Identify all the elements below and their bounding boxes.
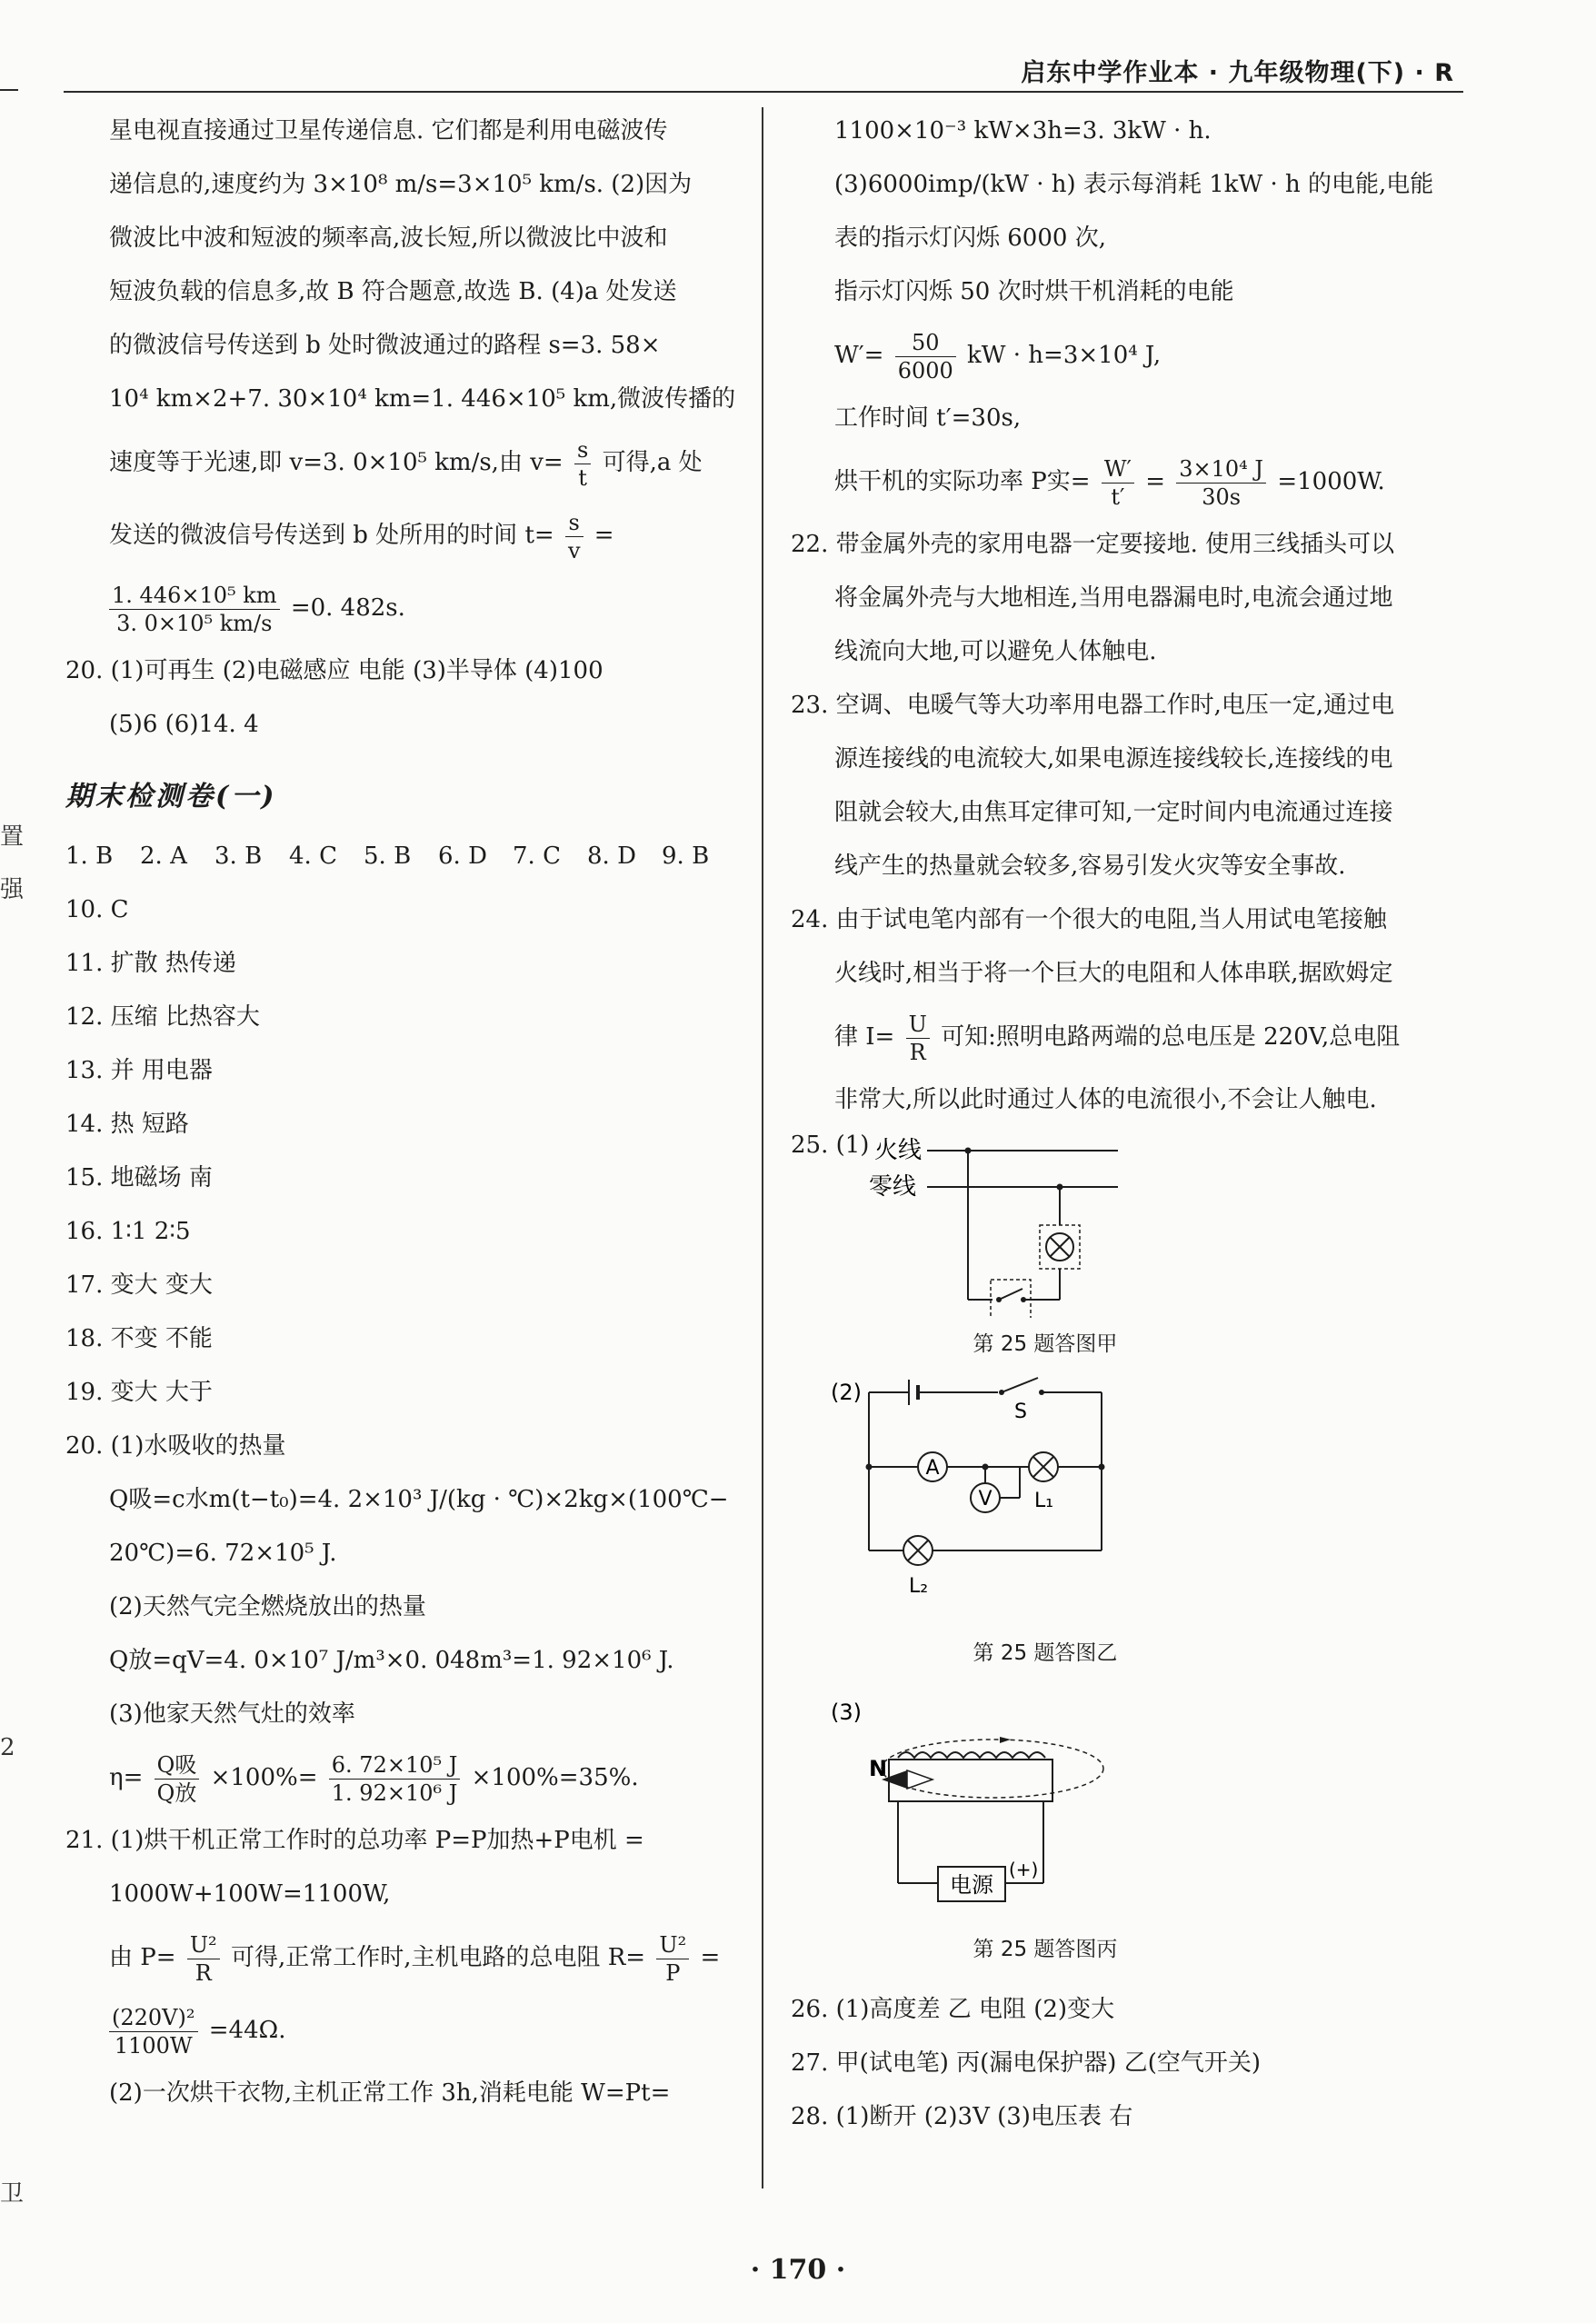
- column-divider: [762, 107, 763, 2188]
- answer-line: 16. 1∶1 2∶5: [65, 1218, 191, 1245]
- numerator: (220V)²: [109, 2004, 198, 2032]
- answer-line: 21. (1)烘干机正常工作时的总功率 P=P加热+P电机 =: [65, 1827, 644, 1854]
- mc-answer: 4. C: [289, 842, 337, 870]
- field-arrow-icon: [1000, 1737, 1011, 1743]
- text-fragment: 由 P=: [109, 1944, 176, 1971]
- numerator: 3×10⁴ J: [1176, 455, 1266, 484]
- formula-line: [65, 1994, 747, 2067]
- numerator: Q吸: [155, 1751, 200, 1780]
- answer-line: (2)天然气完全燃烧放出的热量: [109, 1593, 426, 1620]
- mc-answer: 10. C: [65, 896, 129, 923]
- numerator: 50: [895, 329, 956, 357]
- switch-label: S: [1014, 1401, 1027, 1423]
- text-line: 10⁴ km×2+7. 30×10⁴ km=1. 446×10⁵ km,微波传播的: [109, 385, 736, 413]
- numerator: W′: [1102, 455, 1134, 484]
- answer-line: 非常大,所以此时通过人体的电流很小,不会让人触电.: [834, 1086, 1377, 1113]
- denominator: R: [909, 1039, 926, 1065]
- margin-fragment: 2: [0, 1734, 15, 1761]
- figure-25-c: [791, 1692, 1468, 1983]
- text-fragment: =0. 482s.: [290, 594, 405, 622]
- answer-line: 20. (1)可再生 (2)电磁感应 电能 (3)半导体 (4)100: [65, 657, 603, 684]
- text-line: 指示灯闪烁 50 次时烘干机消耗的电能: [834, 278, 1234, 305]
- text-fragment: =1000W.: [1277, 468, 1385, 495]
- text-line: 表的指示灯闪烁 6000 次,: [834, 224, 1106, 252]
- answer-line: 17. 变大 变大: [65, 1271, 213, 1299]
- text-fragment: 速度等于光速,即 v=3. 0×10⁵ km/s,由 v=: [109, 449, 564, 476]
- denominator: v: [567, 537, 581, 563]
- power-source-label: 电源: [950, 1872, 993, 1898]
- header-rule: [0, 89, 18, 91]
- answer-line: 线产生的热量就会较多,容易引发火灾等安全事故.: [834, 852, 1346, 880]
- text-fragment: 烘干机的实际功率 P实=: [834, 468, 1091, 495]
- answer-line: 源连接线的电流较大,如果电源连接线较长,连接线的电: [834, 745, 1393, 773]
- live-wire-label: 火线: [874, 1137, 923, 1164]
- denominator: 3. 0×10⁵ km/s: [116, 610, 273, 636]
- mc-answer: 5. B: [364, 842, 412, 870]
- mc-answers: [65, 830, 747, 883]
- fraction: [109, 2004, 198, 2059]
- fraction: [656, 1931, 689, 1987]
- formula-line: 1000W+100W=1100W,: [109, 1880, 391, 1908]
- numerator: U²: [187, 1931, 220, 1959]
- figure-caption: 第 25 题答图甲: [973, 1332, 1118, 1356]
- text-line: 的微波信号传送到 b 处时微波通过的路程 s=3. 58×: [109, 332, 661, 359]
- north-pole-label: N: [869, 1756, 888, 1781]
- positive-terminal-label: (+): [1009, 1859, 1039, 1880]
- denominator: t: [578, 464, 587, 491]
- mc-answer: 6. D: [438, 842, 487, 870]
- household-circuit-diagram: [791, 1127, 1468, 1318]
- answer-line: 将金属外壳与大地相连,当用电器漏电时,电流会通过地: [834, 584, 1393, 612]
- answer-line: (2)一次烘干衣物,主机正常工作 3h,消耗电能 W=Pt=: [109, 2079, 671, 2107]
- denominator: 1100W: [114, 2032, 193, 2059]
- answer-line: 27. 甲(试电笔) 丙(漏电保护器) 乙(空气开关): [791, 2049, 1262, 2077]
- junction-dot: [1099, 1464, 1105, 1471]
- text-line: 微波比中波和短波的频率高,波长短,所以微波比中波和: [109, 224, 668, 252]
- margin-fragment: 强: [0, 876, 25, 903]
- denominator: 6000: [897, 357, 953, 384]
- denominator: 30s: [1202, 484, 1242, 510]
- fraction: [1176, 455, 1266, 511]
- figure-caption: 第 25 题答图丙: [973, 1938, 1118, 1961]
- formula-line: Q吸=c水m(t−t₀)=4. 2×10³ J/(kg · ℃)×2kg×(100℃−: [109, 1486, 729, 1513]
- formula-line: [65, 1921, 747, 1994]
- lamp-l2-label: L₂: [909, 1575, 929, 1598]
- text-fragment: ×100%=: [210, 1764, 318, 1791]
- series-parallel-circuit-diagram: [791, 1363, 1468, 1645]
- mc-answer: 7. C: [513, 842, 561, 870]
- answer-line: 线流向大地,可以避免人体触电.: [834, 638, 1157, 665]
- text-fragment: W′=: [834, 342, 884, 369]
- coil-icon: [898, 1752, 1045, 1758]
- answer-line: 20. (1)水吸收的热量: [65, 1432, 286, 1460]
- denominator: Q放: [156, 1780, 197, 1806]
- answer-line: 18. 不变 不能: [65, 1325, 213, 1352]
- answer-line: 11. 扩散 热传递: [65, 950, 236, 977]
- fraction: [574, 436, 591, 492]
- text-line: 星电视直接通过卫星传递信息. 它们都是利用电磁波传: [109, 117, 668, 145]
- text-line: 递信息的,速度约为 3×10⁸ m/s=3×10⁵ km/s. (2)因为: [109, 171, 693, 198]
- figure-25-b: [791, 1363, 1468, 1692]
- formula-line: 1100×10⁻³ kW×3h=3. 3kW · h.: [834, 117, 1212, 145]
- left-column: [65, 105, 747, 2120]
- text-fragment: 发送的微波信号传送到 b 处所用的时间 t=: [109, 522, 554, 549]
- denominator: t′: [1111, 484, 1125, 510]
- part-label: (2): [831, 1380, 862, 1405]
- margin-fragment: 卫: [0, 2180, 25, 2208]
- formula-line: Q放=qV=4. 0×10⁷ J/m³×0. 048m³=1. 92×10⁶ J.: [109, 1647, 674, 1674]
- text-fragment: kW · h=3×10⁴ J,: [967, 342, 1162, 369]
- text-fragment: =44Ω.: [208, 2017, 286, 2044]
- solenoid-diagram: [791, 1692, 1468, 1938]
- fraction: [109, 582, 280, 637]
- figure-caption: 第 25 题答图乙: [973, 1641, 1118, 1665]
- junction-dot: [866, 1464, 873, 1471]
- formula-line: 工作时间 t′=30s,: [834, 404, 1022, 432]
- mc-answer: 2. A: [140, 842, 187, 870]
- right-column: [791, 105, 1468, 2144]
- answer-line: 23. 空调、电暖气等大功率用电器工作时,电压一定,通过电: [791, 692, 1395, 719]
- answer-line: 13. 并 用电器: [65, 1057, 213, 1084]
- formula-line: 20℃)=6. 72×10⁵ J.: [109, 1540, 337, 1567]
- answer-line: 15. 地磁场 南: [65, 1164, 213, 1191]
- mc-answer: 1. B: [65, 842, 114, 870]
- text-line: 短波负载的信息多,故 B 符合题意,故选 B. (4)a 处发送: [109, 278, 677, 305]
- text-fragment: =: [1145, 468, 1165, 495]
- fraction: [329, 1751, 461, 1807]
- formula-line: [65, 426, 747, 499]
- mc-answer: 8. D: [587, 842, 636, 870]
- neutral-wire-label: 零线: [869, 1173, 917, 1201]
- header-title: 启东中学作业本 · 九年级物理(下) · R: [1021, 59, 1454, 87]
- denominator: 1. 92×10⁶ J: [331, 1780, 458, 1806]
- answer-line: 19. 变大 大于: [65, 1379, 213, 1406]
- fraction: [565, 509, 584, 564]
- numerator: 6. 72×10⁵ J: [329, 1751, 461, 1780]
- denominator: P: [665, 1959, 681, 1986]
- fraction: [187, 1931, 220, 1987]
- answer-line: 阻就会较大,由焦耳定律可知,一定时间内电流通过连接: [834, 799, 1393, 826]
- answer-line: (5)6 (6)14. 4: [109, 711, 259, 738]
- denominator: R: [195, 1959, 212, 1986]
- answer-line: 火线时,相当于将一个巨大的电阻和人体串联,据欧姆定: [834, 960, 1393, 987]
- formula-line: [65, 1741, 747, 1814]
- mc-answer: 9. B: [662, 842, 710, 870]
- text-fragment: 可得,a 处: [602, 449, 703, 476]
- switch-icon: [1002, 1378, 1038, 1392]
- answer-line: 24. 由于试电笔内部有一个很大的电阻,当人用试电笔接触: [791, 906, 1387, 933]
- formula-line: [791, 319, 1468, 392]
- answer-line: 12. 压缩 比热容大: [65, 1003, 260, 1031]
- formula-line: [65, 499, 747, 572]
- ammeter-label: A: [925, 1457, 940, 1480]
- numerator: s: [565, 509, 584, 537]
- text-fragment: ×100%=35%.: [471, 1764, 639, 1791]
- text-fragment: 可知:照明电路两端的总电压是 220V,总电阻: [941, 1023, 1401, 1051]
- numerator: U²: [656, 1931, 689, 1959]
- fraction: [906, 1011, 930, 1066]
- switch-icon: [999, 1289, 1022, 1300]
- magnetic-field-line: [882, 1740, 1103, 1798]
- page-number: · 170 ·: [750, 2254, 846, 2286]
- voltmeter-label: V: [978, 1488, 993, 1510]
- section-title: 期末检测卷(一): [65, 781, 277, 813]
- text-fragment: η=: [109, 1764, 144, 1791]
- part-label: (3): [831, 1700, 862, 1725]
- fraction: [895, 329, 956, 384]
- numerator: s: [574, 436, 591, 464]
- formula-line: [791, 445, 1468, 518]
- numerator: U: [906, 1011, 930, 1039]
- figure-25-a: [791, 1127, 1468, 1363]
- fraction: [155, 1751, 200, 1807]
- mc-answer: 3. B: [214, 842, 263, 870]
- answer-line: (3)他家天然气灶的效率: [109, 1700, 355, 1728]
- text-fragment: =: [700, 1944, 721, 1971]
- answer-line: 28. (1)断开 (2)3V (3)电压表 右: [791, 2103, 1133, 2130]
- text-fragment: =: [594, 522, 614, 549]
- answer-line: 26. (1)高度差 乙 电阻 (2)变大: [791, 1996, 1115, 2023]
- text-fragment: 可得,正常工作时,主机电路的总电阻 R=: [230, 1944, 646, 1971]
- fraction: [1102, 455, 1134, 511]
- text-line: (3)6000imp/(kW · h) 表示每消耗 1kW · h 的电能,电能: [834, 171, 1434, 198]
- compass-needle-icon: [907, 1770, 933, 1789]
- question-label: 25. (1): [791, 1132, 870, 1159]
- text-fragment: 律 I=: [834, 1023, 895, 1051]
- margin-fragment: 置: [0, 823, 25, 851]
- formula-line: [65, 572, 747, 644]
- page-header: [64, 47, 1463, 93]
- formula-line: [791, 1001, 1468, 1073]
- numerator: 1. 446×10⁵ km: [109, 582, 280, 610]
- answer-line: 14. 热 短路: [65, 1111, 189, 1138]
- lamp-l1-label: L₁: [1034, 1490, 1054, 1512]
- answer-line: 22. 带金属外壳的家用电器一定要接地. 使用三线插头可以: [791, 531, 1395, 558]
